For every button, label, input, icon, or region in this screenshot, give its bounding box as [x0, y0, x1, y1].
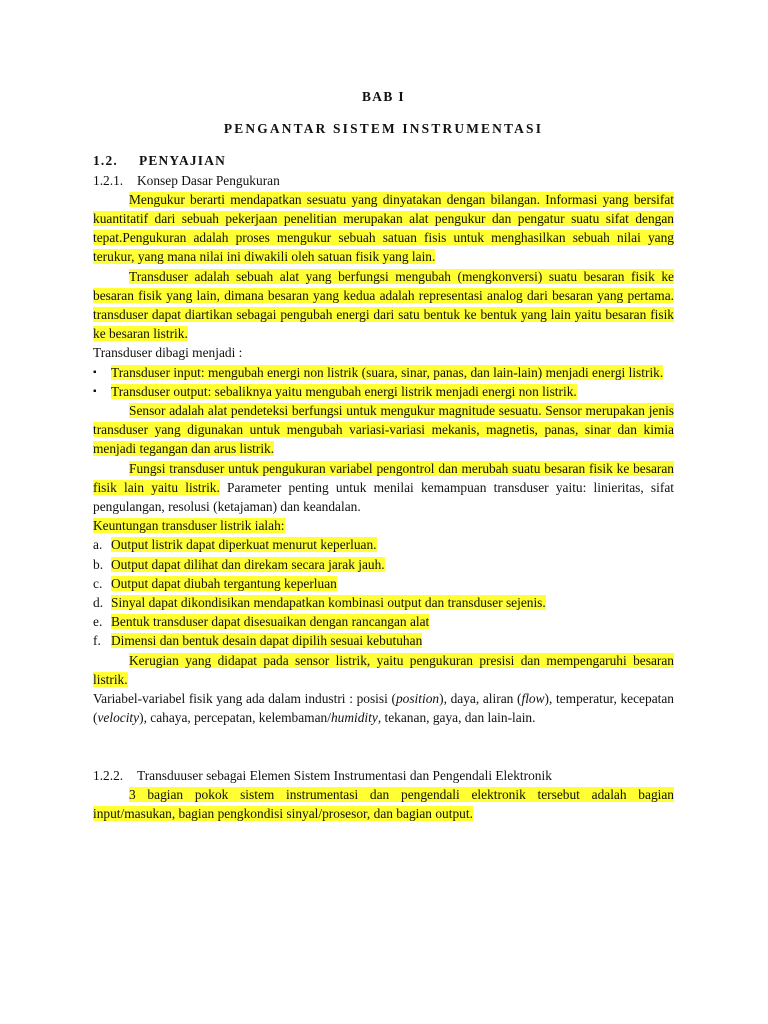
highlighted-text: Sensor adalah alat pendeteksi berfungsi untuk mengukur magnitude sesuatu. Sensor merupakan jenis transduser yang digunakan untuk mengubah variasi-variasi mekanis, magnetis, panas, sinar dan kimia menjadi tegangan dan arus listrik. — [93, 403, 674, 457]
chapter-title: PENGANTAR SISTEM INSTRUMENTASI — [223, 121, 544, 137]
section-heading — [93, 151, 674, 170]
paragraph-text: Variabel-variabel fisik yang ada dalam industri : posisi ( — [93, 691, 396, 707]
list-item — [93, 593, 674, 612]
list-marker: f. — [93, 633, 101, 649]
list-marker: d. — [93, 595, 104, 611]
list-marker: b. — [93, 556, 104, 572]
highlighted-text: Kerugian yang didapat pada sensor listrik, yaitu pengukuran presisi dan mempengaruhi besaran listrik. — [93, 652, 674, 687]
highlighted-text: Output dapat dilihat dan direkam secara jarak jauh. — [111, 556, 385, 572]
subsection-label: Konsep Dasar Pengukuran — [137, 172, 280, 188]
paragraph-function — [93, 459, 674, 517]
transducer-type-list — [93, 363, 674, 401]
highlighted-text: Keuntungan transduser listrik ialah: — [93, 518, 285, 534]
list-item — [93, 382, 674, 401]
paragraph-text: Parameter penting untuk menilai kemampuan transduser yaitu: linieritas, sifat pengulangan, resolusi (ketajaman) dan keandalan. — [93, 479, 674, 515]
advantages-list — [93, 535, 674, 650]
paragraph-components — [93, 785, 674, 823]
highlighted-text: Sinyal dapat dikondisikan mendapatkan kombinasi output dan transduser sejenis. — [111, 595, 546, 611]
list-marker: e. — [93, 614, 103, 630]
paragraph-transducer-types: Transduser dibagi menjadi : — [93, 345, 243, 361]
highlighted-text: Dimensi dan bentuk desain dapat dipilih sesuai kebutuhan — [111, 633, 423, 649]
paragraph-measurement — [93, 190, 674, 267]
italic-term: flow — [521, 691, 545, 707]
section-label: PENYAJIAN — [139, 153, 226, 169]
paragraph-text: ), daya, aliran ( — [439, 691, 522, 707]
subsection-number: 1.2.1. — [93, 172, 124, 188]
chapter-number: BAB I — [361, 89, 406, 104]
section-number: 1.2. — [93, 153, 118, 169]
subsection-number: 1.2.2. — [93, 767, 124, 783]
italic-term: velocity — [97, 710, 140, 726]
list-item — [93, 535, 674, 554]
subsection-heading-2 — [93, 766, 674, 785]
subsection-heading-1 — [93, 171, 674, 190]
list-item — [93, 574, 674, 593]
list-item — [93, 631, 674, 650]
bullet-icon: ▪ — [93, 366, 97, 378]
paragraph-text: , tekanan, gaya, dan lain-lain. — [377, 710, 536, 726]
highlighted-text: Transduser input: mengubah energi non listrik (suara, sinar, panas, dan lain-lain) menjadi energi listrik. — [111, 364, 664, 380]
highlighted-text: Output listrik dapat diperkuat menurut keperluan. — [111, 537, 377, 553]
spacer — [93, 728, 674, 766]
highlighted-text: Output dapat diubah tergantung keperluan — [111, 575, 337, 591]
bullet-icon: ▪ — [93, 385, 97, 397]
list-marker: c. — [93, 575, 103, 591]
list-marker: a. — [93, 537, 103, 553]
subsection-label: Transduuser sebagai Elemen Sistem Instrumentasi dan Pengendali Elektronik — [137, 767, 552, 783]
paragraph-variables — [93, 689, 674, 727]
list-item — [93, 363, 674, 382]
paragraph-disadvantages — [93, 651, 674, 689]
italic-term: humidity — [330, 710, 378, 726]
highlighted-text: Transduser output: sebaliknya yaitu mengubah energi listrik menjadi energi non listrik. — [111, 383, 577, 399]
paragraph-text: ), temperatur, kecepatan ( — [93, 691, 674, 726]
highlighted-text: Transduser adalah sebuah alat yang berfungsi mengubah (mengkonversi) suatu besaran fisik ke besaran fisik yang lain, dimana besaran yang kedua adalah representasi analog dari besaran yang pertama. transduser dapat diartikan sebagai pengubah energi dari satu bentuk ke bentuk yang lain yaitu besaran fisik ke besaran listrik. — [93, 268, 674, 342]
list-item — [93, 555, 674, 574]
italic-term: position — [395, 691, 440, 707]
highlighted-text: 3 bagian pokok sistem instrumentasi dan pengendali elektronik tersebut adalah bagian input/masukan, bagian pengkondisi sinyal/prosesor, dan bagian output. — [93, 786, 674, 821]
paragraph-sensor — [93, 401, 674, 459]
list-item — [93, 612, 674, 631]
paragraph-advantages — [93, 516, 674, 535]
highlighted-text: Fungsi transduser untuk pengukuran variabel pengontrol dan merubah suatu besaran fisik ke besaran fisik lain yaitu listrik. — [93, 460, 674, 495]
highlighted-text: Mengukur berarti mendapatkan sesuatu yang dinyatakan dengan bilangan. Informasi yang bersifat kuantitatif dari sebuah pekerjaan penelitian merupakan alat pengukur dan pengatur suatu sifat dengan tepat.Pengukuran adalah proses mengukur sebuah satuan fisis untuk menghasilkan sebuah nilai yang terukur, yang mana nilai ini diwakili oleh satuan fisik yang lain. — [93, 191, 674, 265]
highlighted-text: Bentuk transduser dapat disesuaikan dengan rancangan alat — [111, 614, 430, 630]
paragraph-text: ), cahaya, percepatan, kelembaman/ — [139, 710, 331, 726]
paragraph-transducer — [93, 267, 674, 344]
